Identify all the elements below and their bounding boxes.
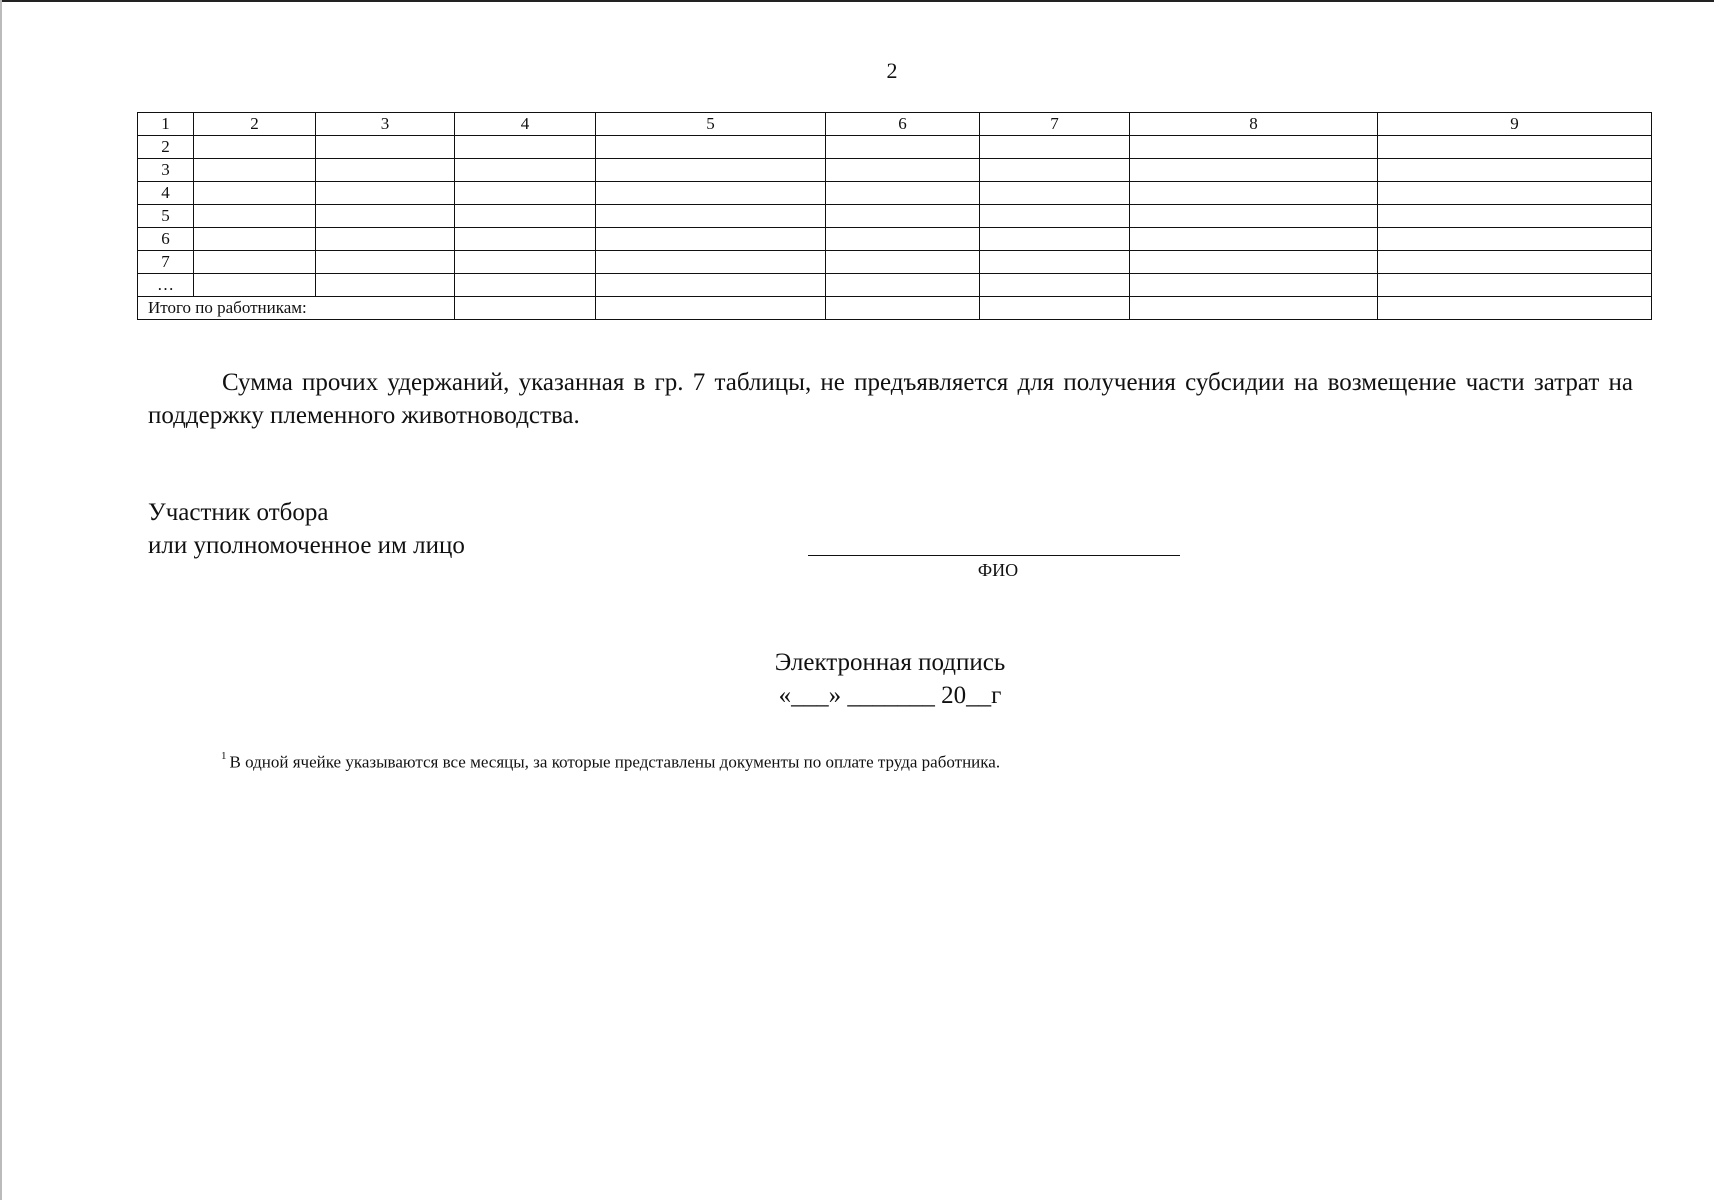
- table-cell: [316, 251, 455, 274]
- column-number: 7: [980, 113, 1130, 136]
- table-cell: [980, 228, 1130, 251]
- signature-line: [808, 555, 1180, 556]
- table-cell: [316, 182, 455, 205]
- table-cell: [194, 136, 316, 159]
- table-cell: [980, 136, 1130, 159]
- table-row: [138, 274, 1652, 297]
- table-cell: [980, 205, 1130, 228]
- table-cell: [1130, 182, 1378, 205]
- table-total-row: [138, 297, 1652, 320]
- row-number: 6: [138, 228, 194, 251]
- table-cell: [1378, 228, 1652, 251]
- table-row: [138, 205, 1652, 228]
- table-cell: [194, 205, 316, 228]
- footnote-text: В одной ячейке указываются все месяцы, за которые представлены документы по оплате труда работника.: [229, 752, 1001, 772]
- table-cell: [596, 159, 826, 182]
- table-cell: [1378, 251, 1652, 274]
- table-cell: [1378, 274, 1652, 297]
- table-cell: [194, 251, 316, 274]
- column-number: 5: [596, 113, 826, 136]
- row-number: 5: [138, 205, 194, 228]
- esign-label: Электронная подпись: [774, 649, 1006, 676]
- table-cell: [826, 297, 980, 320]
- electronic-signature-block: [590, 646, 1190, 712]
- table-cell: [316, 274, 455, 297]
- table-cell: [1130, 274, 1378, 297]
- table-cell: [194, 228, 316, 251]
- table-cell: [826, 205, 980, 228]
- table-cell: [316, 136, 455, 159]
- table-cell: [596, 274, 826, 297]
- table-cell: [1130, 297, 1378, 320]
- table-cell: [1378, 182, 1652, 205]
- table-cell: [980, 251, 1130, 274]
- table-cell: [455, 228, 596, 251]
- signer-line-2: или уполномоченное им лицо: [148, 532, 465, 559]
- column-number: 3: [316, 113, 455, 136]
- table-cell: [980, 182, 1130, 205]
- table-cell: [455, 251, 596, 274]
- table-cell: [455, 136, 596, 159]
- table-row: [138, 159, 1652, 182]
- column-number: 6: [826, 113, 980, 136]
- table-cell: [826, 136, 980, 159]
- table-cell: [826, 159, 980, 182]
- esign-date-line: «___» _______ 20__г: [778, 682, 1002, 709]
- table-cell: [455, 205, 596, 228]
- page-left-edge: [0, 0, 2, 1200]
- table-cell: [596, 251, 826, 274]
- signer-line-1: Участник отбора: [148, 499, 329, 526]
- table-cell: [826, 251, 980, 274]
- table-cell: [980, 159, 1130, 182]
- column-number: 4: [455, 113, 596, 136]
- table-cell: [1130, 136, 1378, 159]
- table-cell: [596, 136, 826, 159]
- footnote: [221, 752, 1000, 773]
- table-cell: [194, 159, 316, 182]
- table-cell: [596, 205, 826, 228]
- table-cell: [980, 274, 1130, 297]
- table-cell: [455, 274, 596, 297]
- table-cell: [455, 297, 596, 320]
- table-cell: [596, 297, 826, 320]
- signer-block: [148, 496, 465, 562]
- table-row: [138, 182, 1652, 205]
- withholding-note: Сумма прочих удержаний, указанная в гр. 7 таблицы, не предъявляется для получения субсидии на возмещение части затрат на поддержку племенного животноводства.: [148, 369, 1633, 429]
- table-cell: [316, 205, 455, 228]
- row-number: 7: [138, 251, 194, 274]
- table-header-row: [138, 113, 1652, 136]
- table-cell: [1378, 297, 1652, 320]
- row-number: 2: [138, 136, 194, 159]
- payroll-table: [137, 112, 1652, 320]
- table-cell: [826, 274, 980, 297]
- column-number: 1: [138, 113, 194, 136]
- column-number: 9: [1378, 113, 1652, 136]
- footnote-marker: 1: [221, 750, 227, 762]
- table-cell: [455, 159, 596, 182]
- column-number: 2: [194, 113, 316, 136]
- table-cell: [1378, 159, 1652, 182]
- table-cell: [316, 228, 455, 251]
- total-label: Итого по работникам:: [138, 297, 455, 320]
- table-cell: [194, 274, 316, 297]
- table-cell: [1378, 136, 1652, 159]
- table-cell: [826, 228, 980, 251]
- row-number: 4: [138, 182, 194, 205]
- table-cell: [1130, 159, 1378, 182]
- table-cell: [596, 182, 826, 205]
- row-number: …: [138, 274, 194, 297]
- table-row: [138, 251, 1652, 274]
- table-cell: [980, 297, 1130, 320]
- table-cell: [316, 159, 455, 182]
- fio-label: ФИО: [977, 560, 1019, 580]
- table-cell: [194, 182, 316, 205]
- table-row: [138, 228, 1652, 251]
- column-number: 8: [1130, 113, 1378, 136]
- page-number: 2: [886, 58, 898, 83]
- table-cell: [596, 228, 826, 251]
- page-top-edge: [0, 0, 1714, 2]
- table-cell: [455, 182, 596, 205]
- table-cell: [1130, 228, 1378, 251]
- row-number: 3: [138, 159, 194, 182]
- table-cell: [1378, 205, 1652, 228]
- table-row: [138, 136, 1652, 159]
- table-cell: [1130, 205, 1378, 228]
- table-cell: [1130, 251, 1378, 274]
- table-cell: [826, 182, 980, 205]
